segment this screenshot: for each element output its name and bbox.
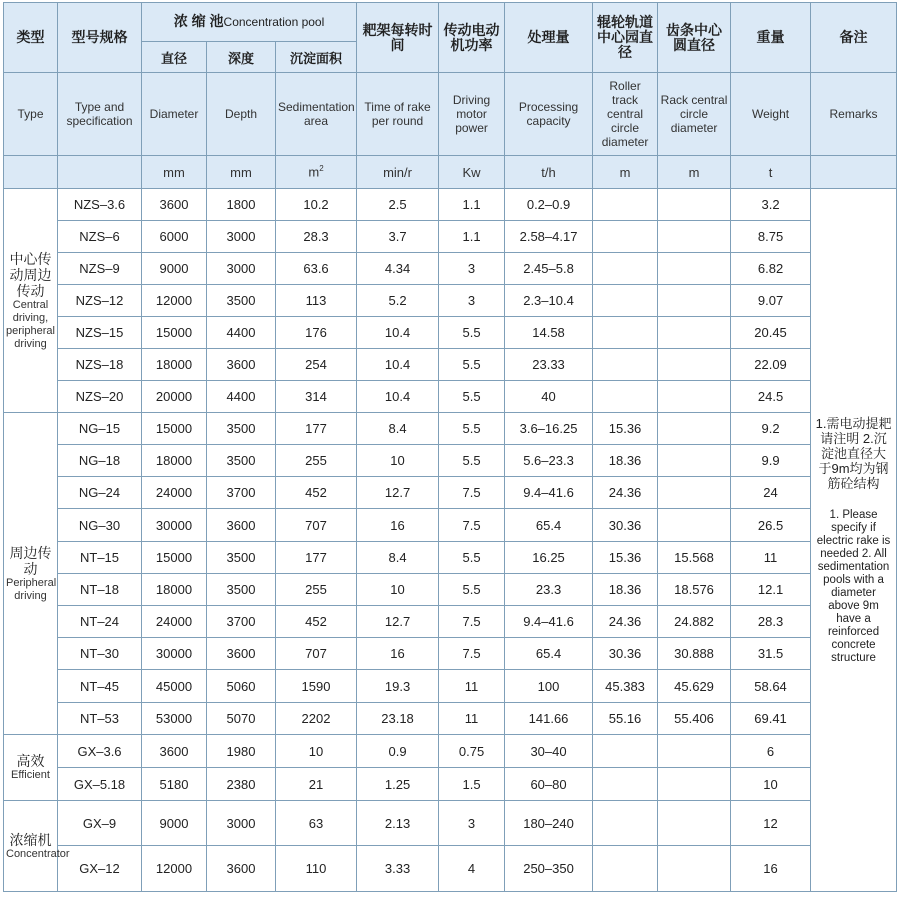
unit-capacity: t/h	[505, 156, 593, 189]
cell-model: GX–12	[58, 846, 142, 892]
cell-area: 255	[276, 574, 357, 606]
table-row	[4, 638, 897, 670]
header-type-en: Type	[4, 73, 58, 156]
cell-depth: 1800	[207, 189, 276, 221]
cell-diameter: 15000	[142, 317, 207, 349]
cell-rack	[658, 846, 731, 892]
cell-rake: 0.9	[357, 735, 439, 768]
cell-rack	[658, 413, 731, 445]
cell-diameter: 15000	[142, 542, 207, 574]
cell-rack	[658, 221, 731, 253]
cell-roller	[593, 253, 658, 285]
header-remarks-cn: 备注	[811, 3, 897, 73]
table-row	[4, 381, 897, 413]
remarks-cn: 1.需电动提耙请注明 2.沉淀池直径大于9m均为钢筋砼结构	[815, 415, 892, 491]
cell-rake: 3.7	[357, 221, 439, 253]
cell-motor: 3	[439, 801, 505, 846]
cell-depth: 3500	[207, 574, 276, 606]
header-pool	[142, 3, 357, 42]
cell-area: 707	[276, 638, 357, 670]
cell-model: NT–53	[58, 703, 142, 735]
category-cn: 高效	[16, 753, 45, 769]
cell-rake: 19.3	[357, 670, 439, 703]
cell-roller: 30.36	[593, 509, 658, 542]
cell-weight: 31.5	[731, 638, 811, 670]
cell-depth: 3000	[207, 801, 276, 846]
table-row	[4, 670, 897, 703]
cell-diameter: 5180	[142, 768, 207, 801]
cell-area: 63	[276, 801, 357, 846]
cell-roller	[593, 285, 658, 317]
cell-roller	[593, 221, 658, 253]
cell-motor: 11	[439, 670, 505, 703]
cell-motor: 0.75	[439, 735, 505, 768]
cell-rack	[658, 253, 731, 285]
table-row	[4, 606, 897, 638]
cell-rack	[658, 509, 731, 542]
cell-depth: 3500	[207, 413, 276, 445]
table-row	[4, 768, 897, 801]
cell-diameter: 9000	[142, 801, 207, 846]
header-rack-cn: 齿条中心圆直径	[658, 3, 731, 73]
cell-rack	[658, 317, 731, 349]
cell-weight: 24.5	[731, 381, 811, 413]
cell-roller	[593, 381, 658, 413]
cell-motor: 1.1	[439, 189, 505, 221]
cell-roller: 45.383	[593, 670, 658, 703]
header-capacity-cn: 处理量	[505, 3, 593, 73]
cell-roller	[593, 317, 658, 349]
cell-diameter: 20000	[142, 381, 207, 413]
cell-depth: 2380	[207, 768, 276, 801]
cell-capacity: 23.3	[505, 574, 593, 606]
cell-model: NT–45	[58, 670, 142, 703]
cell-capacity: 100	[505, 670, 593, 703]
cell-motor: 5.5	[439, 542, 505, 574]
header-remarks-en: Remarks	[811, 73, 897, 156]
cell-motor: 5.5	[439, 413, 505, 445]
cell-capacity: 180–240	[505, 801, 593, 846]
cell-model: NG–18	[58, 445, 142, 477]
cell-capacity: 9.4–41.6	[505, 477, 593, 509]
cell-motor: 4	[439, 846, 505, 892]
cell-depth: 3600	[207, 509, 276, 542]
cell-weight: 28.3	[731, 606, 811, 638]
cell-weight: 24	[731, 477, 811, 509]
unit-type-empty	[4, 156, 58, 189]
cell-roller: 15.36	[593, 542, 658, 574]
cell-capacity: 141.66	[505, 703, 593, 735]
cell-rake: 10.4	[357, 381, 439, 413]
cell-motor: 1.1	[439, 221, 505, 253]
cell-rack: 24.882	[658, 606, 731, 638]
cell-diameter: 12000	[142, 285, 207, 317]
cell-area: 707	[276, 509, 357, 542]
cell-roller: 24.36	[593, 477, 658, 509]
table-row	[4, 846, 897, 892]
unit-weight: t	[731, 156, 811, 189]
cell-area: 176	[276, 317, 357, 349]
cell-motor: 7.5	[439, 477, 505, 509]
table-body	[4, 189, 897, 892]
table-row	[4, 477, 897, 509]
cell-diameter: 9000	[142, 253, 207, 285]
cell-area: 2202	[276, 703, 357, 735]
cell-motor: 7.5	[439, 509, 505, 542]
header-diameter-en: Diameter	[142, 73, 207, 156]
cell-area: 452	[276, 606, 357, 638]
cell-rack	[658, 801, 731, 846]
cell-model: NG–24	[58, 477, 142, 509]
cell-area: 314	[276, 381, 357, 413]
cell-roller: 18.36	[593, 445, 658, 477]
cell-rake: 10	[357, 445, 439, 477]
cell-roller: 55.16	[593, 703, 658, 735]
cell-area: 28.3	[276, 221, 357, 253]
header-rack-en: Rack central circle diameter	[658, 73, 731, 156]
table-row	[4, 253, 897, 285]
cell-rake: 2.13	[357, 801, 439, 846]
cell-capacity: 60–80	[505, 768, 593, 801]
cell-diameter: 24000	[142, 477, 207, 509]
header-capacity-en: Processing capacity	[505, 73, 593, 156]
header-roller-en: Roller track central circle diameter	[593, 73, 658, 156]
cell-area: 10	[276, 735, 357, 768]
cell-motor: 5.5	[439, 445, 505, 477]
cell-motor: 5.5	[439, 349, 505, 381]
category-en: Efficient	[11, 769, 50, 781]
cell-model: NG–15	[58, 413, 142, 445]
cell-rake: 8.4	[357, 542, 439, 574]
table-row	[4, 413, 897, 445]
cell-diameter: 3600	[142, 189, 207, 221]
cell-area: 177	[276, 413, 357, 445]
cell-capacity: 2.45–5.8	[505, 253, 593, 285]
cell-roller	[593, 349, 658, 381]
cell-rack	[658, 285, 731, 317]
cell-capacity: 30–40	[505, 735, 593, 768]
header-motor-cn: 传动电动机功率	[439, 3, 505, 73]
cell-roller	[593, 846, 658, 892]
cell-model: NG–30	[58, 509, 142, 542]
cell-weight: 12.1	[731, 574, 811, 606]
cell-capacity: 0.2–0.9	[505, 189, 593, 221]
cell-rake: 10.4	[357, 349, 439, 381]
cell-motor: 1.5	[439, 768, 505, 801]
cell-area: 10.2	[276, 189, 357, 221]
unit-area-sup: 2	[319, 164, 324, 174]
cell-area: 177	[276, 542, 357, 574]
cell-model: NZS–3.6	[58, 189, 142, 221]
cell-roller: 18.36	[593, 574, 658, 606]
table-row	[4, 735, 897, 768]
cell-rake: 3.33	[357, 846, 439, 892]
cell-depth: 4400	[207, 381, 276, 413]
cell-weight: 9.9	[731, 445, 811, 477]
unit-remarks-empty	[811, 156, 897, 189]
cell-roller: 24.36	[593, 606, 658, 638]
cell-roller	[593, 768, 658, 801]
table-row	[4, 542, 897, 574]
cell-model: GX–3.6	[58, 735, 142, 768]
cell-motor: 7.5	[439, 606, 505, 638]
cell-diameter: 53000	[142, 703, 207, 735]
cell-model: NZS–12	[58, 285, 142, 317]
unit-rack: m	[658, 156, 731, 189]
cell-rake: 16	[357, 638, 439, 670]
cell-model: NZS–6	[58, 221, 142, 253]
cell-weight: 12	[731, 801, 811, 846]
cell-weight: 69.41	[731, 703, 811, 735]
cell-weight: 26.5	[731, 509, 811, 542]
cell-area: 63.6	[276, 253, 357, 285]
cell-rake: 12.7	[357, 477, 439, 509]
header-model-en: Type and specification	[58, 73, 142, 156]
cell-diameter: 30000	[142, 509, 207, 542]
category-en: Central driving, peripheral driving	[6, 298, 55, 350]
table-row	[4, 221, 897, 253]
cell-rake: 12.7	[357, 606, 439, 638]
cell-weight: 16	[731, 846, 811, 892]
cell-diameter: 3600	[142, 735, 207, 768]
cell-motor: 5.5	[439, 574, 505, 606]
cell-roller	[593, 189, 658, 221]
header-row-units	[4, 156, 897, 189]
cell-motor: 5.5	[439, 381, 505, 413]
cell-depth: 3500	[207, 445, 276, 477]
header-rake-cn: 耙架每转时间	[357, 3, 439, 73]
cell-rake: 2.5	[357, 189, 439, 221]
table-row	[4, 703, 897, 735]
cell-depth: 3700	[207, 477, 276, 509]
cell-depth: 3500	[207, 542, 276, 574]
cell-rack: 55.406	[658, 703, 731, 735]
unit-rake: min/r	[357, 156, 439, 189]
cell-motor: 11	[439, 703, 505, 735]
header-depth-cn: 深度	[207, 42, 276, 73]
cell-weight: 3.2	[731, 189, 811, 221]
cell-area: 110	[276, 846, 357, 892]
cell-model: NT–18	[58, 574, 142, 606]
table-row	[4, 801, 897, 846]
cell-diameter: 18000	[142, 349, 207, 381]
cell-area: 1590	[276, 670, 357, 703]
cell-model: NZS–20	[58, 381, 142, 413]
category-cn: 中心传动周边传动	[9, 250, 52, 299]
cell-weight: 8.75	[731, 221, 811, 253]
cell-model: NZS–15	[58, 317, 142, 349]
cell-rake: 1.25	[357, 768, 439, 801]
cell-depth: 3000	[207, 253, 276, 285]
cell-diameter: 12000	[142, 846, 207, 892]
cell-roller	[593, 801, 658, 846]
cell-depth: 3000	[207, 221, 276, 253]
cell-depth: 3600	[207, 638, 276, 670]
category-cell	[4, 735, 58, 801]
table-row	[4, 349, 897, 381]
cell-motor: 7.5	[439, 638, 505, 670]
cell-rack	[658, 735, 731, 768]
cell-depth: 5070	[207, 703, 276, 735]
cell-area: 255	[276, 445, 357, 477]
cell-motor: 3	[439, 285, 505, 317]
cell-weight: 20.45	[731, 317, 811, 349]
cell-rake: 10.4	[357, 317, 439, 349]
cell-rack	[658, 381, 731, 413]
cell-weight: 9.2	[731, 413, 811, 445]
header-area-en: Sedimentation area	[276, 73, 357, 156]
cell-rack: 15.568	[658, 542, 731, 574]
cell-capacity: 2.58–4.17	[505, 221, 593, 253]
header-row-english	[4, 73, 897, 156]
cell-diameter: 18000	[142, 445, 207, 477]
cell-model: GX–5.18	[58, 768, 142, 801]
cell-diameter: 24000	[142, 606, 207, 638]
unit-diameter: mm	[142, 156, 207, 189]
cell-diameter: 15000	[142, 413, 207, 445]
cell-rake: 10	[357, 574, 439, 606]
cell-rack	[658, 189, 731, 221]
cell-depth: 1980	[207, 735, 276, 768]
cell-model: GX–9	[58, 801, 142, 846]
cell-weight: 10	[731, 768, 811, 801]
category-cell	[4, 801, 70, 892]
cell-depth: 3600	[207, 846, 276, 892]
cell-weight: 6.82	[731, 253, 811, 285]
cell-capacity: 3.6–16.25	[505, 413, 593, 445]
cell-capacity: 5.6–23.3	[505, 445, 593, 477]
cell-depth: 3600	[207, 349, 276, 381]
cell-capacity: 65.4	[505, 638, 593, 670]
cell-rack	[658, 445, 731, 477]
cell-rake: 8.4	[357, 413, 439, 445]
cell-model: NT–15	[58, 542, 142, 574]
cell-model: NZS–18	[58, 349, 142, 381]
table-row	[4, 317, 897, 349]
unit-roller: m	[593, 156, 658, 189]
cell-depth: 5060	[207, 670, 276, 703]
cell-rake: 5.2	[357, 285, 439, 317]
cell-roller: 15.36	[593, 413, 658, 445]
header-depth-en: Depth	[207, 73, 276, 156]
cell-weight: 9.07	[731, 285, 811, 317]
header-model-cn: 型号规格	[58, 3, 142, 73]
cell-diameter: 6000	[142, 221, 207, 253]
header-type-cn: 类型	[4, 3, 58, 73]
cell-area: 254	[276, 349, 357, 381]
cell-roller	[593, 735, 658, 768]
cell-motor: 3	[439, 253, 505, 285]
unit-model-empty	[58, 156, 142, 189]
cell-diameter: 30000	[142, 638, 207, 670]
category-cn: 周边传动	[9, 544, 52, 577]
category-en: Peripheral driving	[6, 576, 57, 602]
cell-diameter: 45000	[142, 670, 207, 703]
cell-motor: 5.5	[439, 317, 505, 349]
cell-rack	[658, 477, 731, 509]
table-row	[4, 285, 897, 317]
cell-roller: 30.36	[593, 638, 658, 670]
category-cn: 浓缩机	[9, 831, 52, 848]
table-row	[4, 509, 897, 542]
cell-rake: 23.18	[357, 703, 439, 735]
cell-rack	[658, 768, 731, 801]
cell-capacity: 14.58	[505, 317, 593, 349]
cell-capacity: 250–350	[505, 846, 593, 892]
cell-rack: 18.576	[658, 574, 731, 606]
unit-motor: Kw	[439, 156, 505, 189]
header-motor-en: Driving motor power	[439, 73, 505, 156]
unit-depth: mm	[207, 156, 276, 189]
cell-depth: 4400	[207, 317, 276, 349]
cell-capacity: 16.25	[505, 542, 593, 574]
header-roller-cn: 辊轮轨道中心园直径	[593, 3, 658, 73]
cell-weight: 22.09	[731, 349, 811, 381]
remarks-en: 1. Please specify if electric rake is needed 2. All sedimentation pools with a diameter above 9m have a reinforced concrete structure	[816, 508, 891, 664]
category-en: Concentrator	[6, 847, 70, 860]
cell-weight: 58.64	[731, 670, 811, 703]
cell-rack	[658, 349, 731, 381]
table-row	[4, 189, 897, 221]
cell-capacity: 2.3–10.4	[505, 285, 593, 317]
cell-capacity: 23.33	[505, 349, 593, 381]
cell-area: 113	[276, 285, 357, 317]
thickener-spec-table	[3, 2, 897, 892]
header-pool-en: Concentration pool	[223, 15, 325, 29]
cell-capacity: 40	[505, 381, 593, 413]
cell-model: NT–30	[58, 638, 142, 670]
cell-rake: 4.34	[357, 253, 439, 285]
cell-diameter: 18000	[142, 574, 207, 606]
cell-rack: 45.629	[658, 670, 731, 703]
cell-weight: 6	[731, 735, 811, 768]
header-area-cn: 沉淀面积	[276, 42, 357, 73]
cell-capacity: 9.4–41.6	[505, 606, 593, 638]
unit-area	[276, 156, 357, 189]
cell-depth: 3500	[207, 285, 276, 317]
header-row-chinese	[4, 3, 897, 42]
header-diameter-cn: 直径	[142, 42, 207, 73]
unit-area-base: m	[308, 164, 320, 180]
cell-depth: 3700	[207, 606, 276, 638]
category-cell	[4, 189, 58, 413]
header-rake-en: Time of rake per round	[357, 73, 439, 156]
cell-capacity: 65.4	[505, 509, 593, 542]
header-pool-cn: 浓 缩 池	[173, 13, 224, 29]
cell-rack: 30.888	[658, 638, 731, 670]
category-cell	[4, 413, 58, 735]
cell-rake: 16	[357, 509, 439, 542]
header-weight-en: Weight	[731, 73, 811, 156]
remarks-cell	[811, 189, 897, 892]
cell-model: NT–24	[58, 606, 142, 638]
cell-weight: 11	[731, 542, 811, 574]
cell-area: 452	[276, 477, 357, 509]
header-weight-cn: 重量	[731, 3, 811, 73]
cell-area: 21	[276, 768, 357, 801]
table-row	[4, 445, 897, 477]
table-row	[4, 574, 897, 606]
cell-model: NZS–9	[58, 253, 142, 285]
